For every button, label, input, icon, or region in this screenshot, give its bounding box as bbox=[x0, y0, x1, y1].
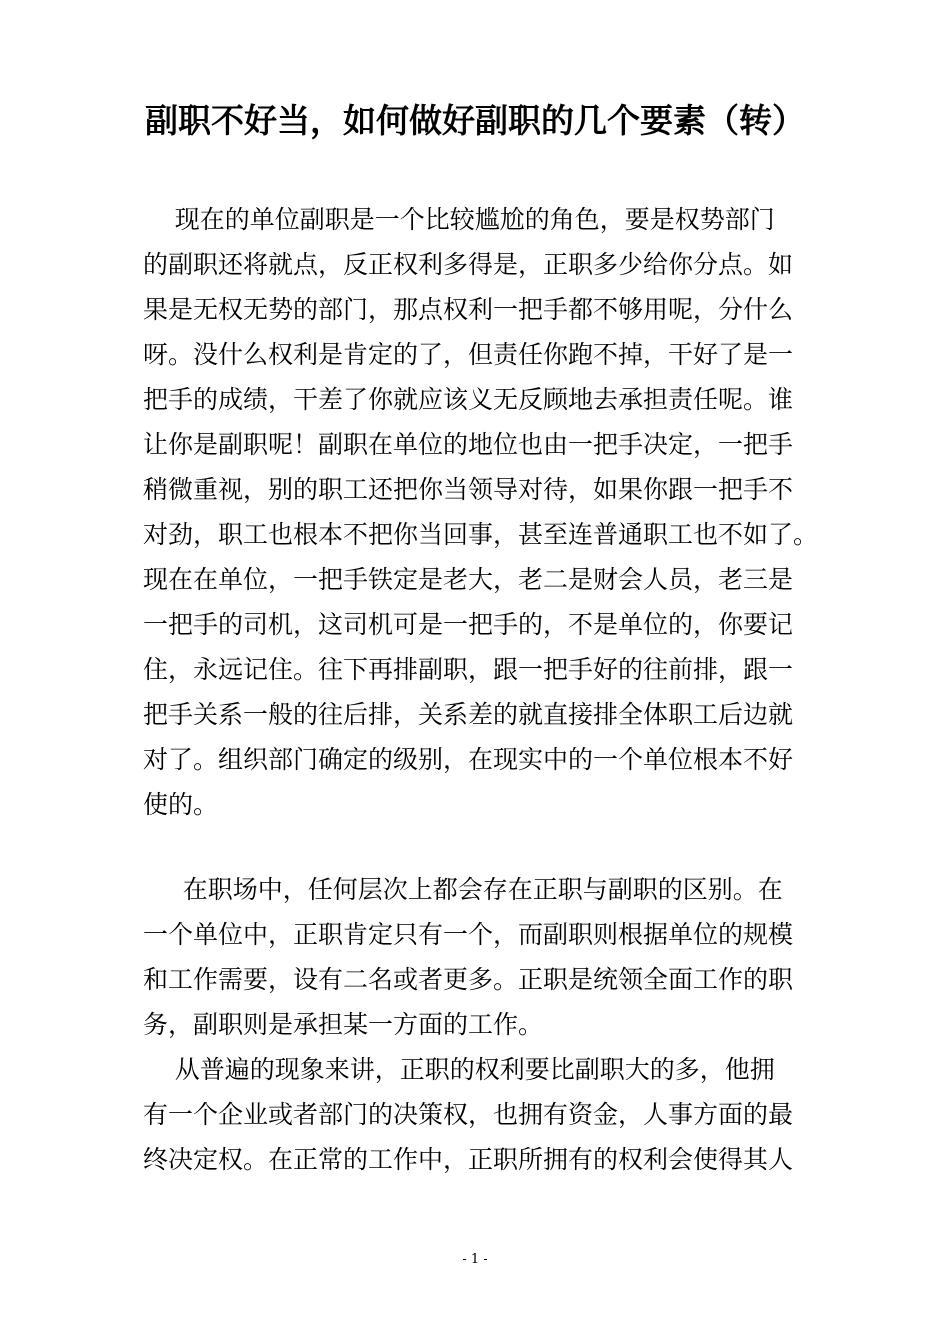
paragraph-line: 现在的单位副职是一个比较尴尬的角色，要是权势部门 bbox=[143, 205, 775, 234]
page-number: - 1 - bbox=[462, 1252, 488, 1267]
paragraph-line: 对了。组织部门确定的级别，在现实中的一个单位根本不好 bbox=[143, 745, 794, 774]
paragraph-line: 果是无权无势的部门，那点权利一把手都不够用呢，分什么 bbox=[143, 295, 794, 324]
paragraph-line: 在职场中，任何层次上都会存在正职与副职的区别。在 bbox=[143, 875, 783, 904]
paragraph-line: 有一个企业或者部门的决策权，也拥有资金，人事方面的最 bbox=[143, 1100, 794, 1129]
paragraph-line: 终决定权。在正常的工作中，正职所拥有的权利会使得其人 bbox=[143, 1145, 794, 1174]
paragraph-3 bbox=[143, 1047, 811, 1182]
paragraph-line: 把手关系一般的往后排，关系差的就直接排全体职工后边就 bbox=[143, 700, 794, 729]
paragraph-line: 把手的成绩，干差了你就应该义无反顾地去承担责任呢。谁 bbox=[143, 385, 794, 414]
paragraph-line: 和工作需要，设有二名或者更多。正职是统领全面工作的职 bbox=[143, 965, 794, 994]
paragraph-line: 一个单位中，正职肯定只有一个，而副职则根据单位的规模 bbox=[143, 920, 794, 949]
paragraph-line: 使的。 bbox=[143, 790, 219, 819]
paragraph-line: 让你是副职呢！副职在单位的地位也由一把手决定，一把手 bbox=[143, 430, 794, 459]
paragraph-line: 住，永远记住。往下再排副职，跟一把手好的往前排，跟一 bbox=[143, 655, 794, 684]
document-title: 副职不好当，如何做好副职的几个要素（转） bbox=[145, 101, 805, 140]
paragraph-line: 对劲，职工也根本不把你当回事，甚至连普通职工也不如了。 bbox=[143, 520, 819, 549]
paragraph-line: 务，副职则是承担某一方面的工作。 bbox=[143, 1010, 544, 1039]
paragraph-line: 呀。没什么权利是肯定的了，但责任你跑不掉，干好了是一 bbox=[143, 340, 794, 369]
paragraph-2 bbox=[143, 867, 811, 1047]
paragraph-1 bbox=[143, 197, 819, 827]
paragraph-line: 的副职还将就点，反正权利多得是，正职多少给你分点。如 bbox=[143, 250, 794, 279]
paragraph-line: 现在在单位，一把手铁定是老大，老二是财会人员，老三是 bbox=[143, 565, 794, 594]
paragraph-line: 从普遍的现象来讲，正职的权利要比副职大的多，他拥 bbox=[143, 1055, 775, 1084]
paragraph-line: 稍微重视，别的职工还把你当领导对待，如果你跟一把手不 bbox=[143, 475, 794, 504]
paragraph-line: 一把手的司机，这司机可是一把手的，不是单位的，你要记 bbox=[143, 610, 794, 639]
